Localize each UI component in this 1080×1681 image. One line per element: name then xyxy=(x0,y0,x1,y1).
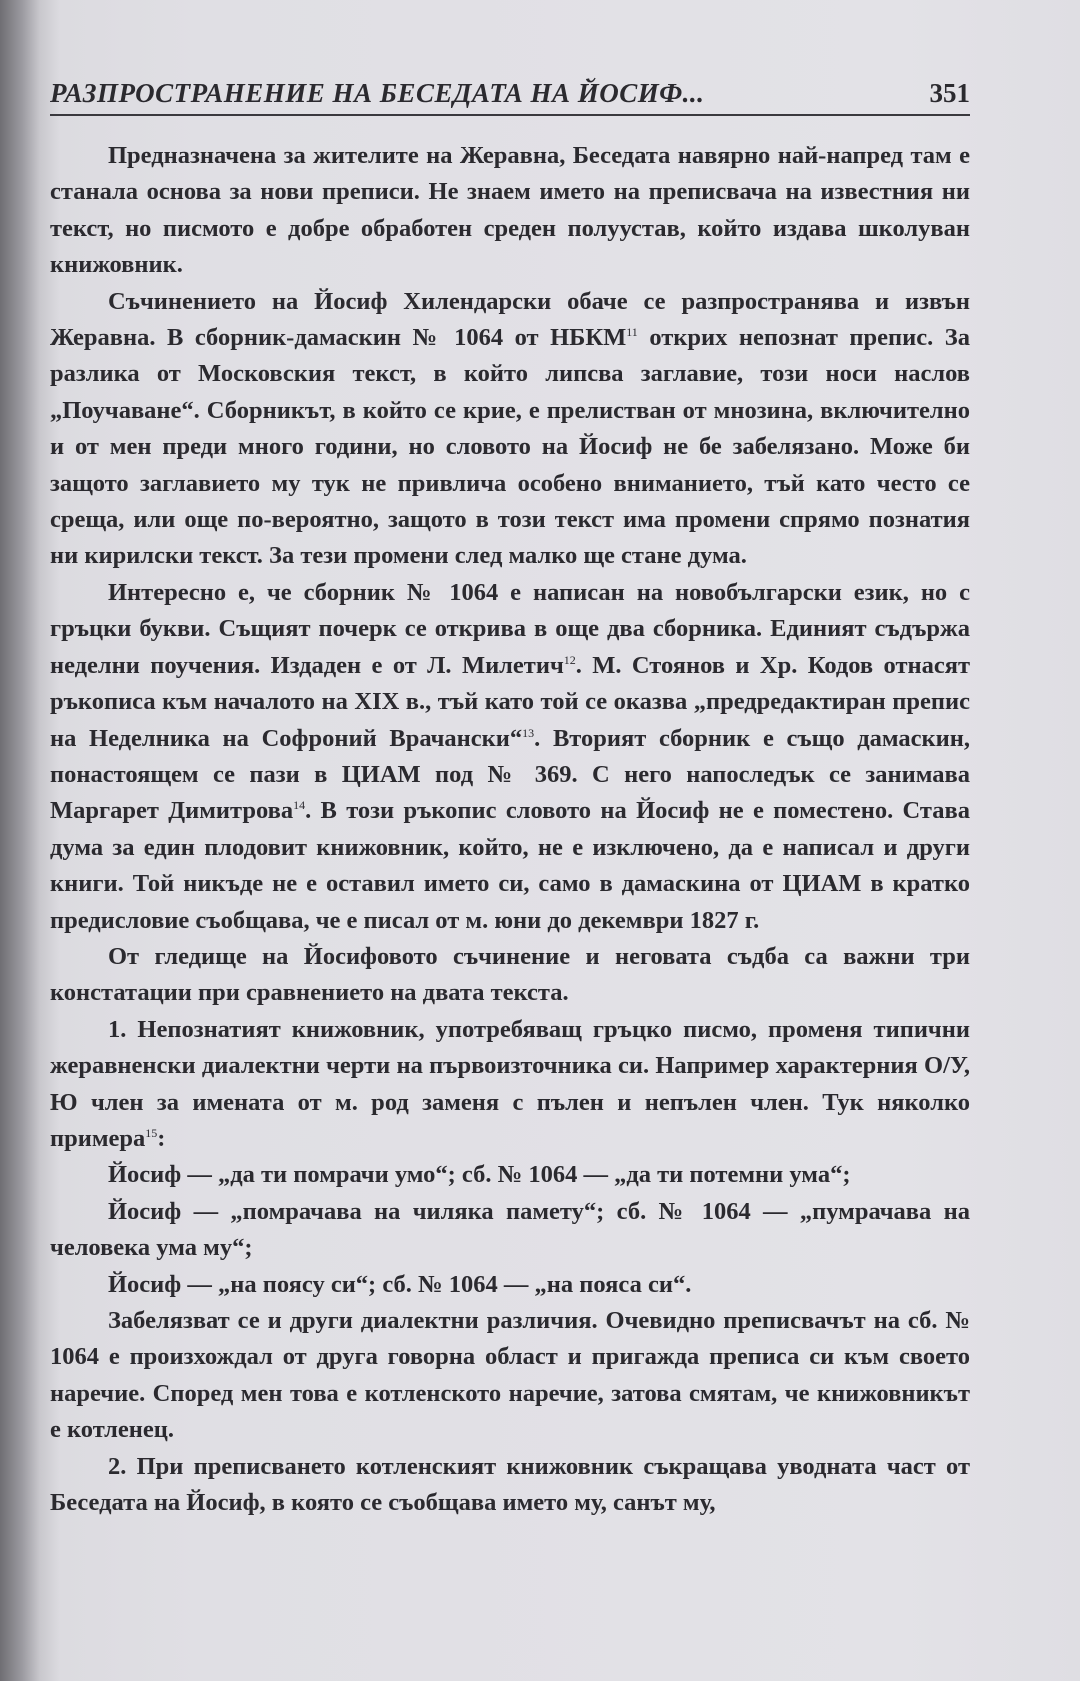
paragraph-5: 1. Непознатият книжовник, употребяващ гръцко писмо, променя типични жеравненски диалектни черти на първоизточника си. Например характерния О/У, Ю член за имената от м. род заменя с пълен и непълен член. Тук няколко примера$^{15}$: xyxy=(50,1015,970,1152)
book-page xyxy=(50,70,970,1521)
example-1: Йосиф — „да ти помрачи умо“; сб. № 1064 — „да ти потемни ума“; xyxy=(108,1161,851,1189)
page-body xyxy=(50,138,970,1521)
paragraph-2: Съчинението на Йосиф Хилендарски обаче се разпространява и извън Жеравна. В сборник-дамаскин № 1064 от НБКМ$^{11}$ открих непознат препис. За разлика от Московския текст, в който липсва заглавие, този носи наслов „Поучаване“. Сборникът, в който се крие, е прелистван от мнозина, включително и от мен преди много години, но словото на Йосиф не бе забелязано. Може би защото заглавието му тук не привлича особено вниманието, тъй като често се среща, или още по-вероятно, защото в този текст има промени спрямо познатия ни кирилски текст. За тези промени след малко ще стане дума. xyxy=(50,287,970,570)
footnote-ref-11: 11 xyxy=(626,324,638,339)
paragraph-1: Предназначена за жителите на Жеравна, Беседата навярно най-напред там е станала основа за нови преписи. Не знаем името на преписвача на известния ни текст, но писмото е добре обработен среден полуустав, който издава школуван книжовник. xyxy=(50,142,970,279)
footnote-ref-13: 13 xyxy=(522,725,535,740)
paragraph-6: Забелязват се и други диалектни различия. Очевидно преписвачът на сб. № 1064 е произхождал от друга говорна област и пригажда преписа си към своето наречие. Според мен това е котленското наречие, затова смятам, че книжовникът е котленец. xyxy=(50,1307,970,1444)
paragraph-3: Интересно е, че сборник № 1064 е написан на новобългарски език, но с гръцки букви. Същият почерк се открива в още два сборника. Единият съдържа неделни поучения. Издаден е от Л. Милетич$^{12}$. М. Стоянов и Хр. Кодов отнасят ръкописа към началото на XIX в., тъй като той се оказва „предредактиран препис на Неделника на Софроний Врачански“$^{13}$. Вторият сборник е също дамаскин, понастоящем се пази в ЦИАМ под № 369. С него напоследък се занимава Маргарет Димитрова$^{14}$. В този ръкопис словото на Йосиф не е поместено. Става дума за един плодовит книжовник, който, не е изключено, да е написал и други книги. Той никъде не е оставил името си, само в дамаскина от ЦИАМ в кратко предисловие съобщава, че е писал от м. юни до декември 1827 г. xyxy=(50,578,971,934)
running-title: РАЗПРОСТРАНЕНИЕ НА БЕСЕДАТА НА ЙОСИФ... xyxy=(50,78,705,108)
example-3: Йосиф — „на поясу си“; сб. № 1064 — „на пояса си“. xyxy=(108,1270,692,1298)
footnote-ref-15: 15 xyxy=(145,1125,158,1140)
page-number: 351 xyxy=(929,78,970,108)
footnote-ref-12: 12 xyxy=(563,652,576,667)
footnote-ref-14: 14 xyxy=(293,798,306,813)
paragraph-4: От гледище на Йосифовото съчинение и неговата съдба са важни три констатации при сравнението на двата текста. xyxy=(50,942,970,1007)
running-header xyxy=(50,70,970,116)
paragraph-7: 2. При преписването котленският книжовник съкращава уводната част от Беседата на Йосиф, в която се съобщава името му, санът му, xyxy=(50,1452,970,1517)
example-2: Йосиф — „помрачава на чиляка памету“; сб. № 1064 — „пумрачава на человека ума му“; xyxy=(50,1197,970,1262)
